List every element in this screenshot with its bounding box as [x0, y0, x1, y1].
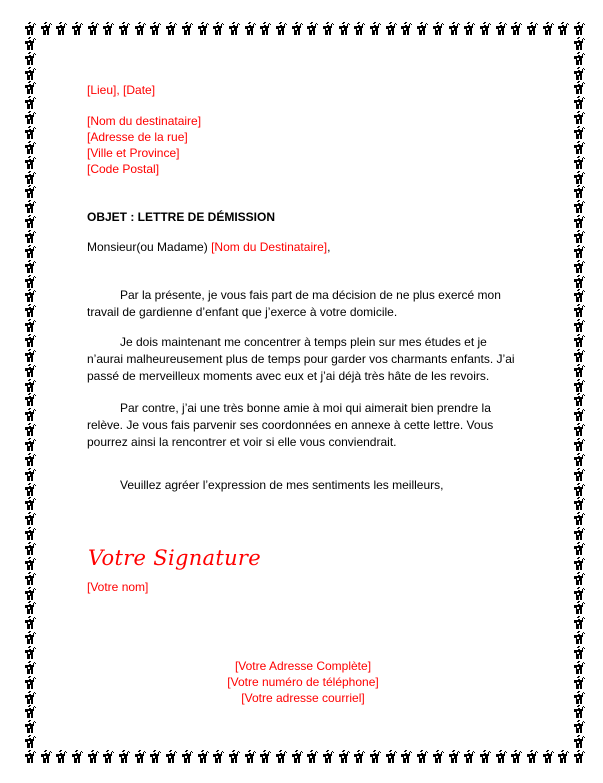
waving-person-icon	[25, 81, 37, 94]
waving-person-icon	[56, 750, 68, 763]
waving-person-icon	[150, 22, 162, 35]
waving-person-icon	[323, 22, 335, 35]
waving-person-icon	[574, 111, 586, 124]
waving-person-icon	[25, 96, 37, 109]
waving-person-icon	[25, 185, 37, 198]
waving-person-icon	[25, 616, 37, 629]
waving-person-icon	[574, 720, 586, 733]
waving-person-icon	[103, 750, 115, 763]
waving-person-icon	[339, 750, 351, 763]
waving-person-icon	[166, 22, 178, 35]
waving-person-icon	[401, 22, 413, 35]
waving-person-icon	[229, 750, 241, 763]
waving-person-icon	[307, 22, 319, 35]
waving-person-icon	[543, 750, 555, 763]
waving-person-icon	[25, 542, 37, 555]
waving-person-icon	[229, 22, 241, 35]
paragraph-2	[87, 334, 517, 385]
waving-person-icon	[56, 22, 68, 35]
waving-person-icon	[323, 750, 335, 763]
waving-person-icon	[574, 483, 586, 496]
salutation-prefix: Monsieur(ou Madame)	[87, 240, 212, 254]
footer-address: [Votre Adresse Complète]	[234, 659, 372, 673]
waving-person-icon	[449, 750, 461, 763]
closing-line: Veuillez agréer l’expression de mes sentiments les meilleurs,	[120, 478, 444, 492]
waving-person-icon	[480, 22, 492, 35]
waving-person-icon	[260, 750, 272, 763]
waving-person-icon	[433, 22, 445, 35]
waving-person-icon	[41, 22, 53, 35]
waving-person-icon	[558, 750, 570, 763]
waving-person-icon	[25, 230, 37, 243]
waving-person-icon	[574, 497, 586, 510]
waving-person-icon	[25, 527, 37, 540]
waving-person-icon	[72, 750, 84, 763]
sender-name: [Votre nom]	[87, 580, 149, 594]
recipient-city: [Ville et Province]	[87, 146, 180, 160]
waving-person-icon	[574, 171, 586, 184]
waving-person-icon	[245, 750, 257, 763]
waving-person-icon	[464, 750, 476, 763]
waving-person-icon	[25, 631, 37, 644]
paragraph-3	[87, 400, 517, 451]
salutation-name: [Nom du Destinataire]	[211, 240, 328, 254]
waving-person-icon	[166, 750, 178, 763]
waving-person-icon	[574, 587, 586, 600]
waving-person-icon	[25, 720, 37, 733]
waving-person-icon	[574, 52, 586, 65]
waving-person-icon	[25, 22, 37, 35]
salutation	[87, 240, 330, 255]
waving-person-icon	[119, 22, 131, 35]
waving-person-icon	[25, 512, 37, 525]
waving-person-icon	[574, 542, 586, 555]
waving-person-icon	[103, 22, 115, 35]
waving-person-icon	[25, 304, 37, 317]
waving-person-icon	[25, 587, 37, 600]
waving-person-icon	[135, 750, 147, 763]
waving-person-icon	[245, 22, 257, 35]
waving-person-icon	[574, 750, 586, 763]
waving-person-icon	[72, 22, 84, 35]
waving-person-icon	[574, 423, 586, 436]
waving-person-icon	[25, 111, 37, 124]
waving-person-icon	[307, 750, 319, 763]
waving-person-icon	[574, 126, 586, 139]
waving-person-icon	[213, 750, 225, 763]
waving-person-icon	[527, 22, 539, 35]
waving-person-icon	[25, 260, 37, 273]
waving-person-icon	[574, 616, 586, 629]
waving-person-icon	[25, 289, 37, 302]
waving-person-icon	[25, 200, 37, 213]
waving-person-icon	[574, 557, 586, 570]
waving-person-icon	[574, 735, 586, 748]
recipient-street: [Adresse de la rue]	[87, 130, 188, 144]
waving-person-icon	[25, 67, 37, 80]
waving-person-icon	[574, 37, 586, 50]
waving-person-icon	[25, 676, 37, 689]
waving-person-icon	[496, 750, 508, 763]
waving-person-icon	[150, 750, 162, 763]
waving-person-icon	[558, 22, 570, 35]
waving-person-icon	[25, 245, 37, 258]
waving-person-icon	[574, 319, 586, 332]
waving-person-icon	[574, 81, 586, 94]
waving-person-icon	[574, 601, 586, 614]
waving-person-icon	[574, 96, 586, 109]
waving-person-icon	[574, 304, 586, 317]
waving-person-icon	[25, 319, 37, 332]
waving-person-icon	[25, 52, 37, 65]
paragraph-1-text: Par la présente, je vous fais part de ma décision de ne plus exercé mon travail de gardienne d’enfant que j’exerce à votre domicile.	[87, 288, 501, 319]
waving-person-icon	[182, 750, 194, 763]
waving-person-icon	[25, 646, 37, 659]
waving-person-icon	[574, 364, 586, 377]
waving-person-icon	[25, 364, 37, 377]
waving-person-icon	[25, 275, 37, 288]
recipient-name: [Nom du destinataire]	[87, 114, 202, 128]
waving-person-icon	[25, 156, 37, 169]
waving-person-icon	[354, 750, 366, 763]
waving-person-icon	[25, 750, 37, 763]
waving-person-icon	[574, 289, 586, 302]
waving-person-icon	[386, 750, 398, 763]
waving-person-icon	[574, 646, 586, 659]
salutation-suffix: ,	[327, 240, 331, 254]
waving-person-icon	[25, 37, 37, 50]
waving-person-icon	[25, 735, 37, 748]
waving-person-icon	[574, 512, 586, 525]
waving-person-icon	[25, 601, 37, 614]
waving-person-icon	[25, 438, 37, 451]
footer-phone: [Votre numéro de téléphone]	[227, 675, 379, 689]
waving-person-icon	[574, 200, 586, 213]
waving-person-icon	[574, 527, 586, 540]
waving-person-icon	[292, 22, 304, 35]
waving-person-icon	[574, 379, 586, 392]
waving-person-icon	[276, 22, 288, 35]
recipient-postal: [Code Postal]	[87, 162, 160, 176]
waving-person-icon	[276, 750, 288, 763]
signature: Votre Signature	[88, 546, 261, 570]
waving-person-icon	[574, 453, 586, 466]
waving-person-icon	[574, 408, 586, 421]
waving-person-icon	[25, 379, 37, 392]
waving-person-icon	[574, 661, 586, 674]
paragraph-3-text: Par contre, j’ai une très bonne amie à moi qui aimerait bien prendre la relève. Je vous fais parvenir ses coordonnées en annexe à cette lettre. Vous pourrez ainsi la rencontrer et voir si elle vous conviendrait.	[87, 401, 494, 449]
waving-person-icon	[25, 691, 37, 704]
waving-person-icon	[511, 750, 523, 763]
waving-person-icon	[574, 691, 586, 704]
waving-person-icon	[25, 661, 37, 674]
waving-person-icon	[213, 22, 225, 35]
waving-person-icon	[433, 750, 445, 763]
waving-person-icon	[25, 334, 37, 347]
waving-person-icon	[574, 141, 586, 154]
waving-person-icon	[25, 423, 37, 436]
waving-person-icon	[574, 215, 586, 228]
waving-person-icon	[119, 750, 131, 763]
waving-person-icon	[574, 260, 586, 273]
waving-person-icon	[25, 497, 37, 510]
waving-person-icon	[135, 22, 147, 35]
waving-person-icon	[25, 393, 37, 406]
waving-person-icon	[198, 750, 210, 763]
waving-person-icon	[198, 22, 210, 35]
waving-person-icon	[574, 631, 586, 644]
waving-person-icon	[354, 22, 366, 35]
waving-person-icon	[574, 230, 586, 243]
subject-line: OBJET : LETTRE DE DÉMISSION	[87, 210, 276, 224]
waving-person-icon	[25, 453, 37, 466]
waving-person-icon	[543, 22, 555, 35]
waving-person-icon	[25, 171, 37, 184]
waving-person-icon	[292, 750, 304, 763]
waving-person-icon	[574, 676, 586, 689]
waving-person-icon	[574, 156, 586, 169]
waving-person-icon	[496, 22, 508, 35]
waving-person-icon	[25, 557, 37, 570]
waving-person-icon	[25, 215, 37, 228]
waving-person-icon	[25, 468, 37, 481]
waving-person-icon	[574, 705, 586, 718]
waving-person-icon	[527, 750, 539, 763]
waving-person-icon	[25, 705, 37, 718]
waving-person-icon	[25, 572, 37, 585]
waving-person-icon	[511, 22, 523, 35]
waving-person-icon	[370, 750, 382, 763]
waving-person-icon	[480, 750, 492, 763]
waving-person-icon	[574, 245, 586, 258]
waving-person-icon	[25, 349, 37, 362]
waving-person-icon	[25, 408, 37, 421]
waving-person-icon	[41, 750, 53, 763]
waving-person-icon	[25, 141, 37, 154]
waving-person-icon	[464, 22, 476, 35]
place-date: [Lieu], [Date]	[87, 83, 156, 97]
waving-person-icon	[401, 750, 413, 763]
waving-person-icon	[260, 22, 272, 35]
waving-person-icon	[370, 22, 382, 35]
waving-person-icon	[339, 22, 351, 35]
waving-person-icon	[25, 483, 37, 496]
waving-person-icon	[182, 22, 194, 35]
paragraph-2-text: Je dois maintenant me concentrer à temps plein sur mes études et je n’aurai malheureusement plus de temps pour garder vos charmants enfants. J’ai passé de merveilleux moments avec eux et j’ai déjà très hâte de les revoirs.	[87, 335, 515, 383]
waving-person-icon	[574, 275, 586, 288]
waving-person-icon	[574, 438, 586, 451]
waving-person-icon	[574, 393, 586, 406]
waving-person-icon	[88, 750, 100, 763]
waving-person-icon	[574, 22, 586, 35]
waving-person-icon	[417, 22, 429, 35]
waving-person-icon	[417, 750, 429, 763]
waving-person-icon	[574, 334, 586, 347]
waving-person-icon	[88, 22, 100, 35]
waving-person-icon	[449, 22, 461, 35]
waving-person-icon	[574, 572, 586, 585]
waving-person-icon	[574, 185, 586, 198]
paragraph-1	[87, 287, 517, 321]
waving-person-icon	[25, 126, 37, 139]
footer-email: [Votre adresse courriel]	[241, 691, 365, 705]
waving-person-icon	[574, 468, 586, 481]
waving-person-icon	[574, 67, 586, 80]
waving-person-icon	[574, 349, 586, 362]
waving-person-icon	[386, 22, 398, 35]
